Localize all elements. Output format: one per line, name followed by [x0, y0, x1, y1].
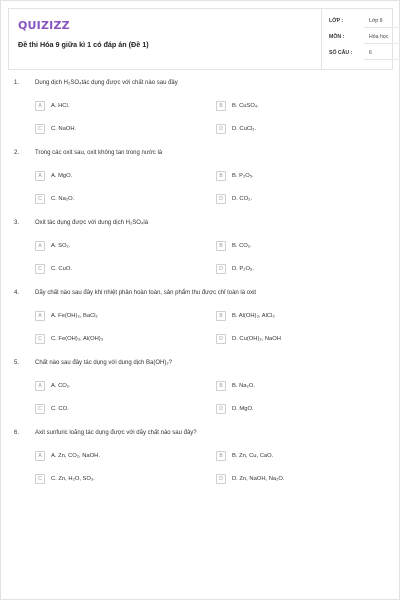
option-text: A. CO₂. [51, 382, 71, 389]
option-letter-box: C [35, 264, 45, 274]
option-text: D. P₂O₅. [232, 265, 254, 272]
question-number: 5. [14, 360, 20, 366]
option-letter-box: D [216, 474, 226, 484]
option-letter-box: D [216, 194, 226, 204]
option-a[interactable] [35, 310, 98, 321]
option-d[interactable] [216, 263, 254, 274]
option-b[interactable] [216, 450, 273, 461]
option-text: B. P₂O₅. [232, 172, 254, 179]
header-divider [321, 9, 322, 69]
option-text: C. NaOH. [51, 125, 77, 132]
grade-underline [364, 27, 398, 28]
option-c[interactable] [35, 333, 103, 344]
option-d[interactable] [216, 123, 256, 134]
option-b[interactable] [216, 100, 259, 111]
question-count-value: 6 [369, 50, 372, 56]
option-text: C. CuO. [51, 265, 72, 272]
option-a[interactable] [35, 170, 72, 181]
option-c[interactable] [35, 263, 72, 274]
option-text: C. CO. [51, 405, 69, 412]
question-text: Chất nào sau đây tác dụng với dung dịch Ba(OH)₂? [35, 360, 173, 366]
option-letter-box: C [35, 124, 45, 134]
option-text: C. Fe(OH)₃, Al(OH)₃ [51, 335, 104, 342]
question-count-label: SỐ CÂU : [329, 50, 353, 56]
option-letter-box: C [35, 474, 45, 484]
option-text: B. Al(OH)₃, AlCl₃ [232, 312, 275, 319]
grade-label: LỚP : [329, 18, 344, 24]
subject-label: MÔN : [329, 34, 345, 40]
option-text: D. Zn, NaOH, Na₂O. [232, 475, 285, 482]
subject-value: Hóa học [369, 34, 389, 40]
option-text: A. HCl. [51, 102, 70, 109]
question-number: 1. [14, 80, 20, 86]
question-number: 2. [14, 150, 20, 156]
option-letter-box: A [35, 171, 45, 181]
option-letter-box: B [216, 381, 226, 391]
option-letter-box: D [216, 124, 226, 134]
option-d[interactable] [216, 403, 254, 414]
question-number: 4. [14, 290, 20, 296]
option-letter-box: A [35, 451, 45, 461]
option-text: C. Na₂O. [51, 195, 75, 202]
option-letter-box: D [216, 334, 226, 344]
option-b[interactable] [216, 380, 255, 391]
question-text: Oxit tác dụng được với dung dịch H₂SO₄là [35, 220, 149, 226]
subject-underline [364, 43, 398, 44]
option-text: A. SO₂. [51, 242, 71, 249]
option-letter-box: A [35, 381, 45, 391]
option-letter-box: C [35, 404, 45, 414]
option-b[interactable] [216, 240, 252, 251]
option-text: D. CuCl₂. [232, 125, 257, 132]
option-letter-box: B [216, 241, 226, 251]
question-number: 6. [14, 430, 20, 436]
option-letter-box: C [35, 194, 45, 204]
option-letter-box: B [216, 101, 226, 111]
option-c[interactable] [35, 193, 74, 204]
option-text: D. MgO. [232, 405, 254, 412]
option-a[interactable] [35, 100, 69, 111]
question-text: Trong các oxit sau, oxit không tan trong nước là [35, 150, 163, 156]
option-text: C. Zn, H₂O, SO₃. [51, 475, 95, 482]
option-letter-box: D [216, 264, 226, 274]
worksheet-title: Đề thi Hóa 9 giữa kì 1 có đáp án (Đề 1) [18, 40, 149, 49]
option-d[interactable] [216, 193, 252, 204]
question-count-underline [364, 59, 398, 60]
option-letter-box: B [216, 171, 226, 181]
option-a[interactable] [35, 450, 100, 461]
option-a[interactable] [35, 240, 70, 251]
option-text: B. Zn, Cu, CaO. [232, 452, 274, 459]
option-text: D. Cu(OH)₂, NaOH [232, 335, 281, 342]
option-c[interactable] [35, 473, 95, 484]
option-b[interactable] [216, 310, 275, 321]
option-letter-box: A [35, 101, 45, 111]
quizizz-logo: QUIZIZZ [18, 19, 70, 32]
question-text: Dung dịch H₂SO₄tác dụng được với chất nào sau đây [35, 80, 178, 86]
worksheet-header [8, 8, 393, 70]
option-letter-box: D [216, 404, 226, 414]
option-d[interactable] [216, 473, 285, 484]
option-letter-box: C [35, 334, 45, 344]
option-letter-box: B [216, 311, 226, 321]
option-text: B. CO₂. [232, 242, 252, 249]
option-text: B. CuSO₄. [232, 102, 259, 109]
option-text: A. MgO. [51, 172, 73, 179]
question-number: 3. [14, 220, 20, 226]
option-letter-box: B [216, 451, 226, 461]
option-text: A. Zn, CO₂, NaOH. [51, 452, 100, 459]
option-c[interactable] [35, 403, 69, 414]
option-c[interactable] [35, 123, 76, 134]
option-text: D. CO₂. [232, 195, 252, 202]
option-b[interactable] [216, 170, 254, 181]
grade-value: Lớp 9 [369, 18, 383, 24]
option-a[interactable] [35, 380, 71, 391]
option-letter-box: A [35, 241, 45, 251]
question-text: Axit sunfuric loãng tác dụng được với dãy chất nào sau đây? [35, 430, 197, 436]
option-letter-box: A [35, 311, 45, 321]
question-text: Dãy chất nào sau đây khi nhiệt phân hoàn toàn, sản phẩm thu được chỉ toàn là oxit [35, 290, 257, 296]
option-text: B. Na₂O. [232, 382, 255, 389]
option-d[interactable] [216, 333, 281, 344]
option-text: A. Fe(OH)₃, BaCl₂ [51, 312, 98, 319]
